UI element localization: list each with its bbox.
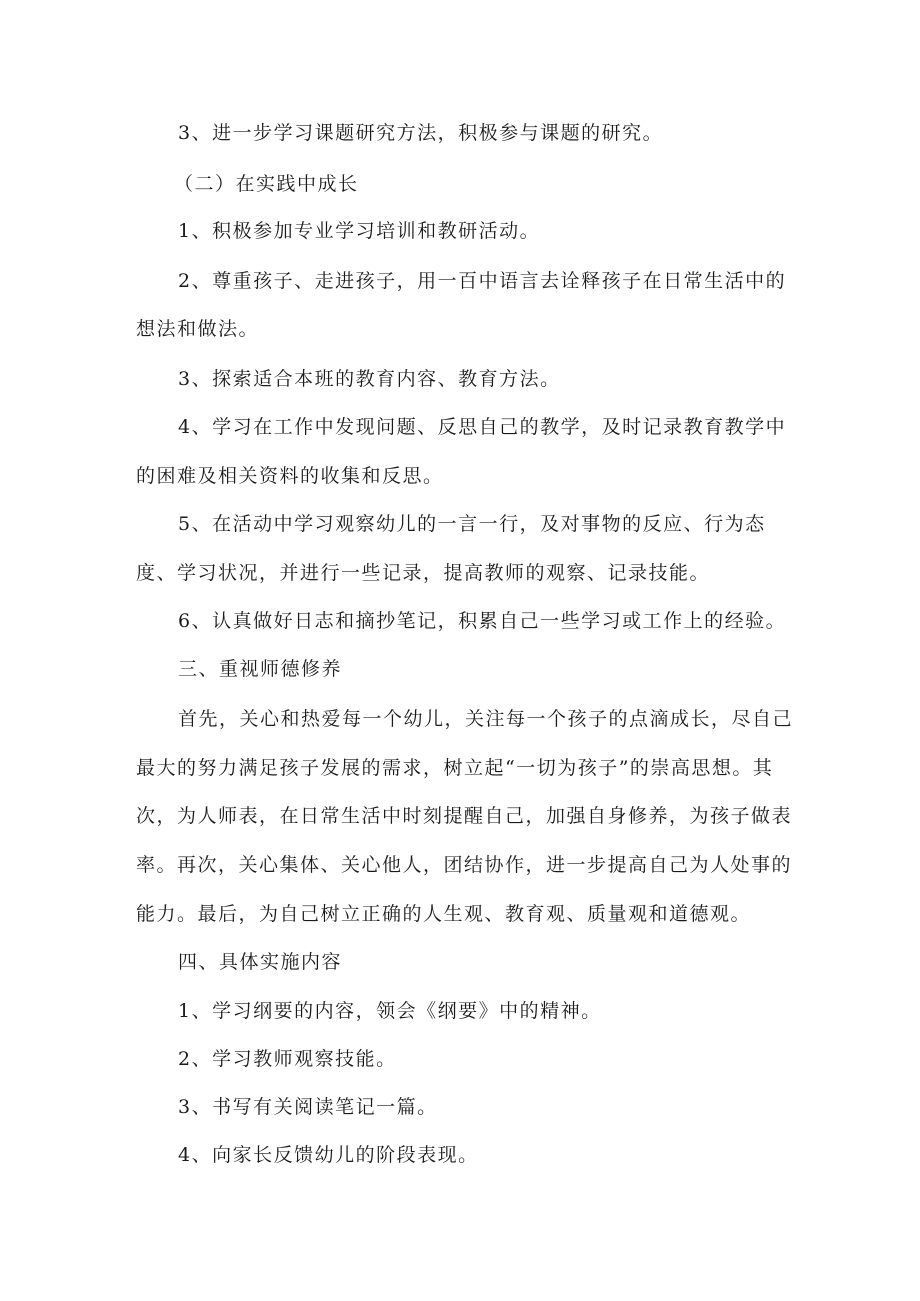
text-line: 度、学习状况，并进行一些记录，提高教师的观察、记录技能。	[136, 562, 711, 584]
section-heading: （二）在实践中成长	[174, 173, 359, 195]
text-line: 4、学习在工作中发现问题、反思自己的教学，及时记录教育教学中	[178, 416, 787, 438]
text-line: 3、书写有关阅读笔记一篇。	[178, 1096, 438, 1118]
text-line: 的困难及相关资料的收集和反思。	[136, 465, 444, 487]
text-line: 4、向家长反馈幼儿的阶段表现。	[178, 1144, 479, 1166]
section-heading: 三、重视师德修养	[178, 658, 343, 680]
text-line: 2、尊重孩子、走进孩子，用一百中语言去诠释孩子在日常生活中的	[178, 270, 787, 292]
text-line: 1、学习纲要的内容，领会《纲要》中的精神。	[178, 1000, 602, 1022]
text-line: 想法和做法。	[136, 318, 260, 340]
text-line: 6、认真做好日志和摘抄笔记，积累自己一些学习或工作上的经验。	[178, 610, 787, 632]
text-line: 最大的努力满足孩子发展的需求，树立起“一切为孩子”的崇高思想。其	[136, 757, 774, 779]
text-line: 次，为人师表，在日常生活中时刻提醒自己，加强自身修养，为孩子做表	[136, 805, 793, 827]
text-line: 首先，关心和热爱每一个幼儿，关注每一个孩子的点滴成长，尽自己	[178, 708, 794, 730]
text-line: 5、在活动中学习观察幼儿的一言一行，及对事物的反应、行为态	[178, 513, 766, 535]
section-heading: 四、具体实施内容	[178, 951, 343, 973]
text-line: 2、学习教师观察技能。	[178, 1048, 397, 1070]
text-line: 能力。最后，为自己树立正确的人生观、教育观、质量观和道德观。	[136, 903, 752, 925]
text-line: 3、进一步学习课题研究方法，积极参与课题的研究。	[178, 122, 664, 144]
text-line: 3、探索适合本班的教育内容、教育方法。	[178, 368, 561, 390]
text-line: 率。再次，关心集体、关心他人，团结协作，进一步提高自己为人处事的	[136, 854, 793, 876]
text-line: 1、积极参加专业学习培训和教研活动。	[178, 220, 541, 242]
